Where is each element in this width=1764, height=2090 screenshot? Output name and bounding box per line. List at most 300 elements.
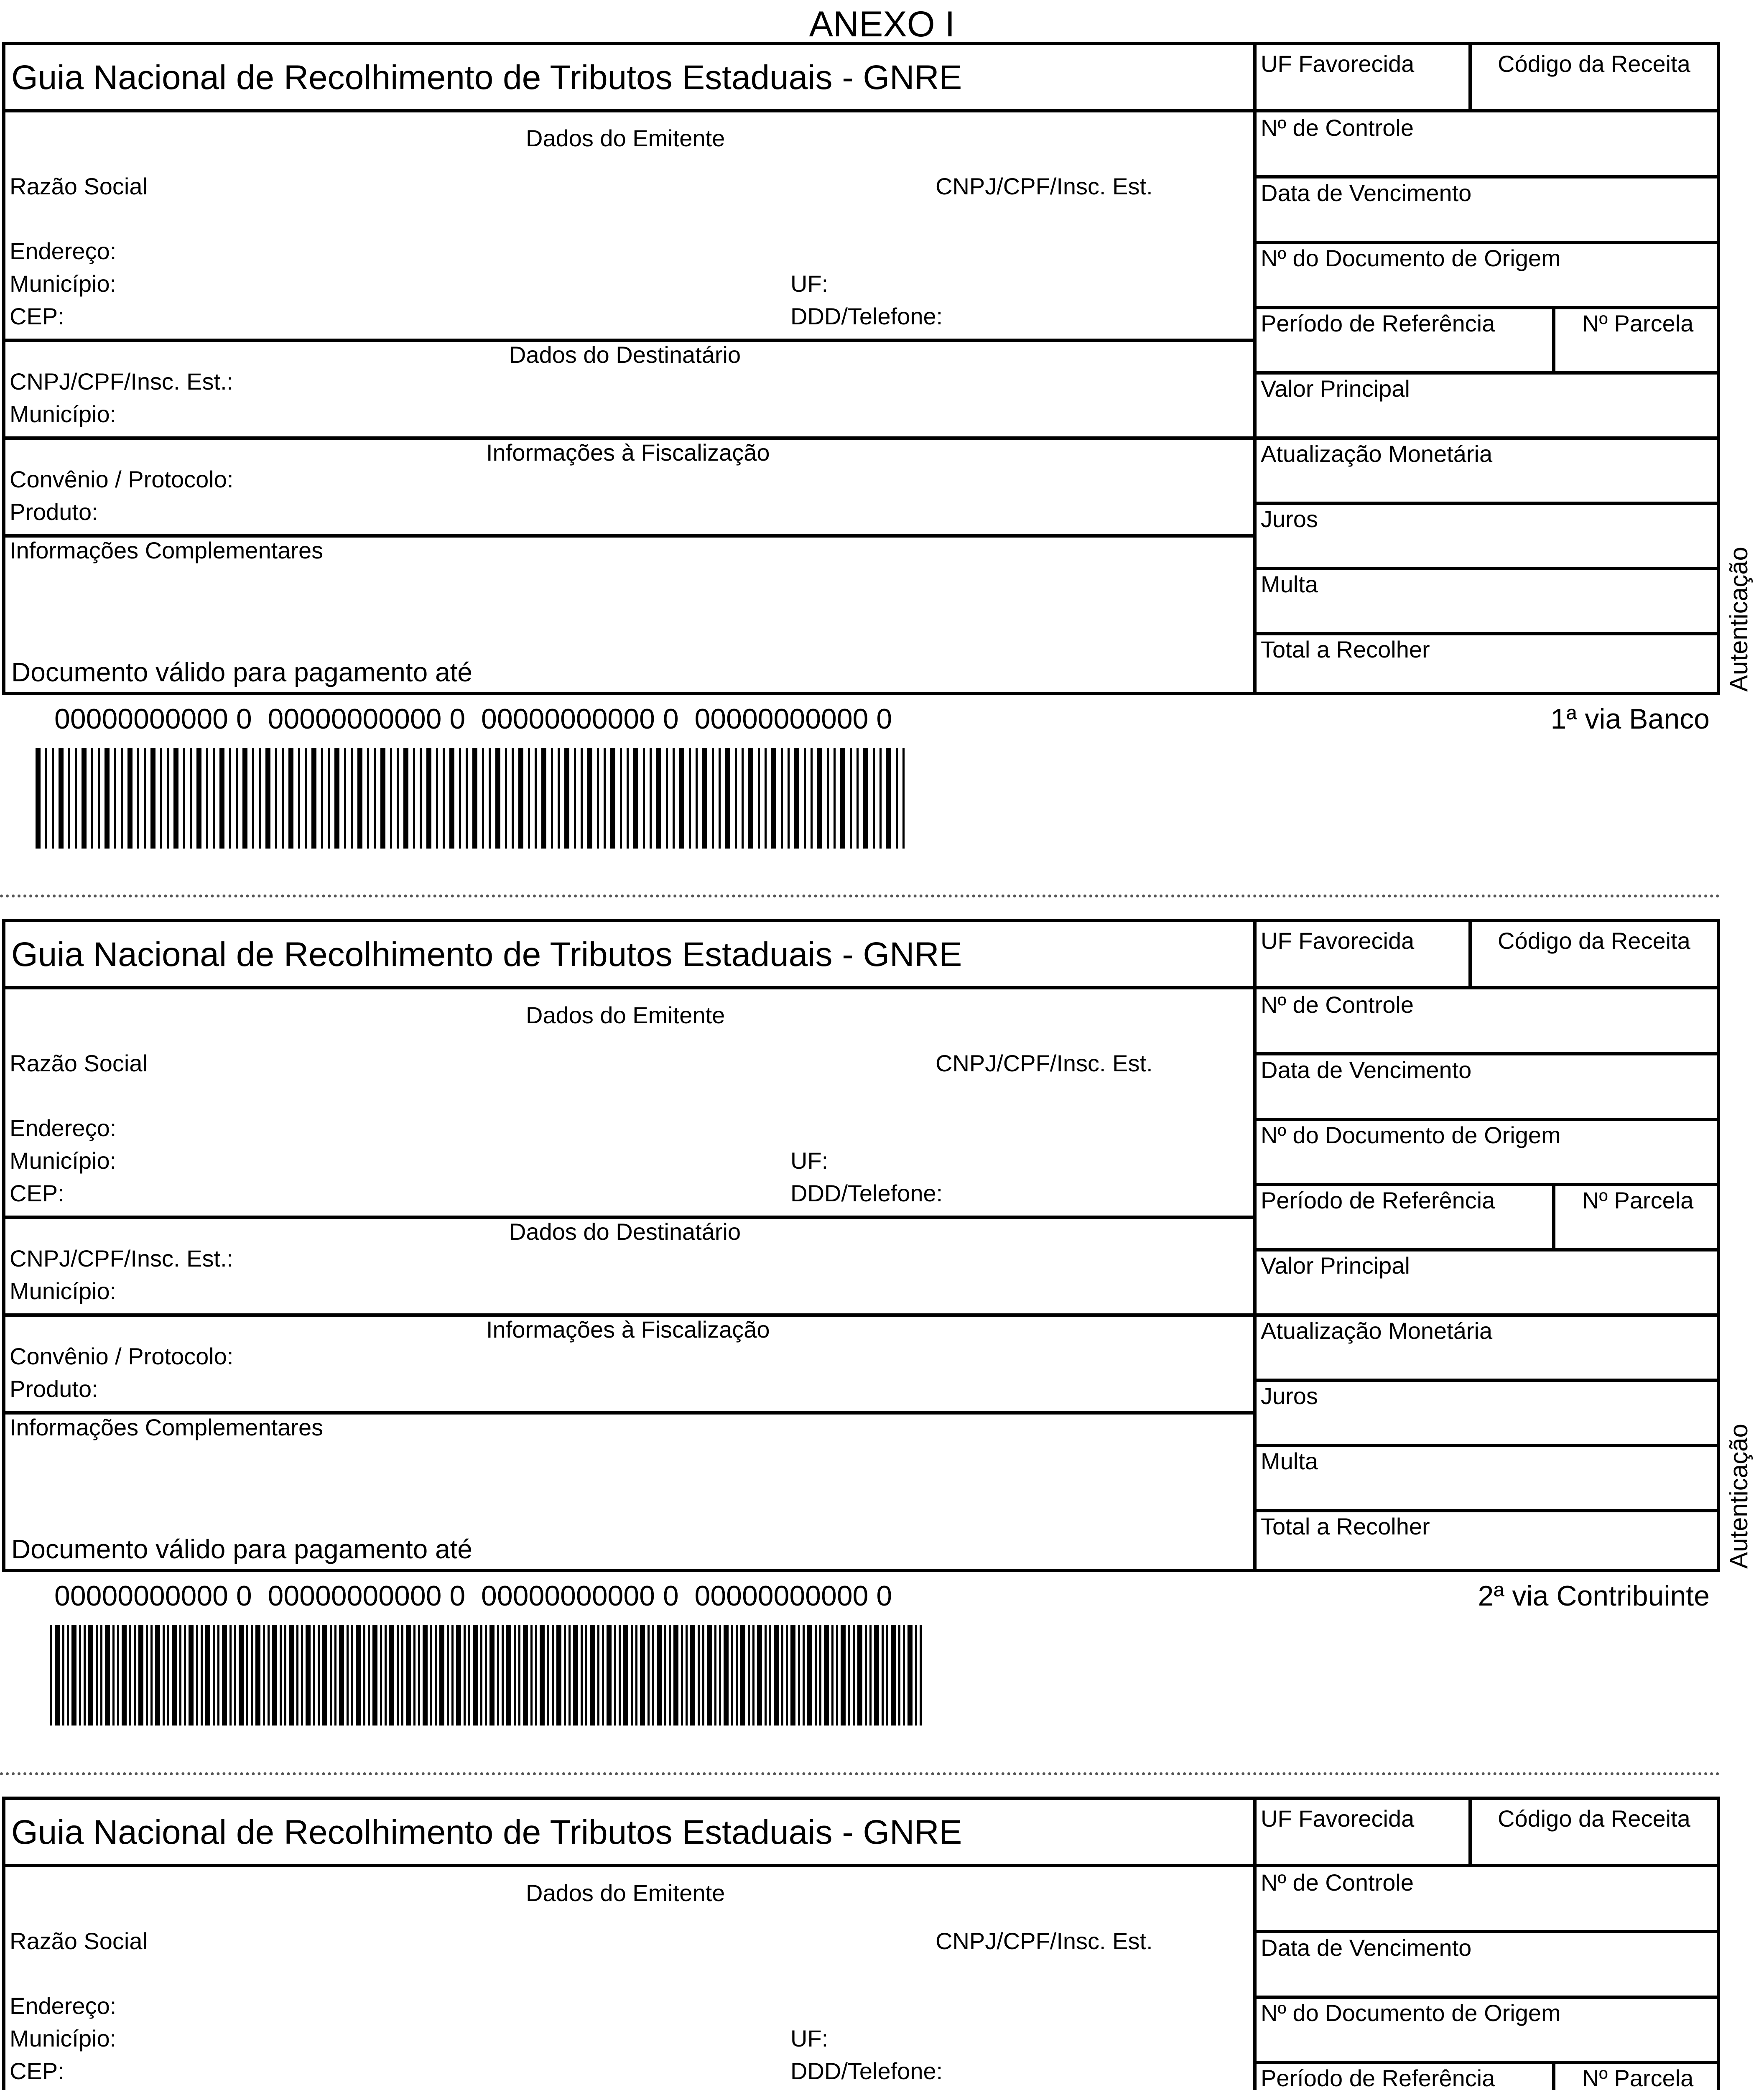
barcode-bar: [757, 1625, 762, 1726]
codigo-receita-label: Código da Receita: [1498, 928, 1690, 954]
barcode-bar: [50, 1625, 52, 1726]
barcode-bar: [841, 1625, 846, 1726]
barcode-bar: [863, 748, 868, 849]
divider: [1255, 632, 1719, 635]
destinatario-cnpj-label: CNPJ/CPF/Insc. Est.:: [10, 368, 234, 395]
barcode: [36, 748, 913, 849]
barcode-bar: [280, 1625, 282, 1726]
barcode-bar: [686, 1625, 688, 1726]
barcode-bar: [79, 1625, 81, 1726]
divider: [1253, 1800, 1257, 2090]
barcode-bar: [725, 748, 730, 849]
barcode-bar: [834, 748, 836, 849]
barcode-bar: [289, 1625, 294, 1726]
destinatario-municipio-label: Município:: [10, 401, 117, 427]
barcode-bar: [731, 1625, 733, 1726]
barcode-bar: [681, 1625, 683, 1726]
barcode-bar: [62, 1625, 64, 1726]
barcode-bar: [896, 748, 898, 849]
barcode-bar: [385, 1625, 387, 1726]
periodo-referencia-label: Período de Referência: [1261, 310, 1495, 336]
barcode-bar: [436, 748, 438, 849]
barcode-bar: [556, 1625, 561, 1726]
barcode-bar: [318, 1625, 320, 1726]
barcode-bar: [137, 748, 139, 849]
barcode-bar: [251, 1625, 253, 1726]
barcode-bar: [466, 748, 468, 849]
via-label: 1ª via Banco: [1550, 703, 1710, 735]
barcode-bar: [45, 748, 47, 849]
barcode-bar: [435, 1625, 437, 1726]
barcode-bar: [239, 1625, 244, 1726]
emitente-cnpj-label: CNPJ/CPF/Insc. Est.: [936, 1928, 1153, 1954]
barcode-bar: [88, 1625, 93, 1726]
barcode-bar: [781, 748, 783, 849]
barcode-bar: [138, 1625, 143, 1726]
barcode-bar: [804, 748, 806, 849]
barcode-bar: [426, 748, 431, 849]
barcode-bar: [173, 748, 178, 849]
data-vencimento-label: Data de Vencimento: [1261, 1935, 1472, 1961]
barcode-bar: [840, 748, 845, 849]
barcode-bar: [702, 1625, 704, 1726]
barcode-bar: [719, 748, 721, 849]
barcode-bar: [105, 1625, 110, 1726]
barcode-bar: [55, 1625, 60, 1726]
barcode-bar: [535, 1625, 537, 1726]
barcode-bar: [418, 1625, 420, 1726]
barcode-bar: [282, 748, 284, 849]
valor-principal-label: Valor Principal: [1261, 375, 1410, 402]
barcode-bar: [229, 1625, 232, 1726]
telefone-label: DDD/Telefone:: [790, 2058, 943, 2084]
barcode-bar: [786, 1625, 788, 1726]
barcode-bar: [472, 748, 477, 849]
barcode-bar: [82, 748, 87, 849]
barcode-bar: [518, 748, 523, 849]
barcode-bar: [374, 748, 376, 849]
barcode-bars: [36, 748, 913, 849]
barcode-bar: [581, 748, 583, 849]
divider: [1468, 922, 1472, 988]
uf-favorecida-label: UF Favorecida: [1261, 51, 1415, 77]
barcode-bar: [610, 748, 615, 849]
form-title: Guia Nacional de Recolhimento de Tributos Estaduais - GNRE: [11, 1813, 962, 1851]
barcode-bar: [497, 1625, 499, 1726]
barcode-bar: [217, 1625, 219, 1726]
barcode-bar: [75, 748, 77, 849]
barcode-bar: [666, 748, 668, 849]
gnre-form-copy-2: [0, 919, 1764, 1797]
barcode-bar: [774, 1625, 779, 1726]
cep-label: CEP:: [10, 1180, 64, 1206]
barcode-bar: [71, 1625, 76, 1726]
barcode-bar: [146, 1625, 148, 1726]
section-emitente: Dados do Emitente: [526, 1880, 725, 1906]
num-parcela-label: Nº Parcela: [1582, 1187, 1694, 1213]
divider: [1255, 567, 1719, 570]
barcode-bar: [229, 748, 231, 849]
barcode-bar: [620, 748, 622, 849]
validade-label: Documento válido para pagamento até: [11, 1534, 472, 1564]
barcode-bar: [184, 1625, 186, 1726]
barcode-bar: [155, 1625, 160, 1726]
barcode-bar: [380, 748, 385, 849]
barcode-bar: [915, 1625, 917, 1726]
barcode-bar: [213, 1625, 215, 1726]
barcode-bar: [339, 1625, 344, 1726]
barcode-bar: [886, 748, 891, 849]
barcode-bar: [397, 748, 399, 849]
uf-favorecida-label: UF Favorecida: [1261, 1805, 1415, 1832]
num-parcela-label: Nº Parcela: [1582, 2065, 1694, 2090]
form-title: Guia Nacional de Recolhimento de Tributos Estaduais - GNRE: [11, 935, 962, 974]
barcode-bar: [389, 1625, 394, 1726]
barcode-digits: 00000000000 0 00000000000 0 00000000000 0 00000000000 0: [54, 1580, 892, 1612]
via-label: 2ª via Contribuinte: [1478, 1580, 1710, 1612]
barcode-bar: [640, 1625, 645, 1726]
barcode-bar: [252, 748, 254, 849]
barcode-bar: [551, 748, 553, 849]
telefone-label: DDD/Telefone:: [790, 303, 943, 329]
barcode-bar: [259, 748, 261, 849]
divider: [5, 109, 1255, 112]
barcode-bar: [664, 1625, 666, 1726]
barcode-bar: [535, 748, 537, 849]
barcode-bar: [190, 748, 192, 849]
total-recolher-label: Total a Recolher: [1261, 636, 1430, 663]
barcode-bar: [882, 1625, 884, 1726]
divider: [1255, 986, 1719, 989]
num-parcela-label: Nº Parcela: [1582, 310, 1694, 336]
barcode-bar: [213, 748, 215, 849]
barcode-bar: [468, 1625, 470, 1726]
barcode-bar: [903, 1625, 905, 1726]
barcode-bar: [619, 1625, 621, 1726]
barcode-bar: [167, 1625, 169, 1726]
barcode-bar: [356, 1625, 361, 1726]
divider: [1255, 1444, 1719, 1447]
barcode-bar: [413, 1625, 416, 1726]
divider: [1468, 1800, 1472, 1866]
barcode-bar: [246, 1625, 248, 1726]
uf-label: UF:: [790, 270, 828, 297]
barcode-bar: [831, 1625, 834, 1726]
barcode-bar: [372, 1625, 377, 1726]
gnre-form: [2, 42, 1720, 695]
barcode-bar: [523, 1625, 528, 1726]
barcode-bar: [824, 1625, 829, 1726]
barcode-bar: [857, 748, 859, 849]
emitente-municipio-label: Município:: [10, 1147, 117, 1174]
barcode-bar: [740, 1625, 745, 1726]
barcode-bar: [489, 1625, 495, 1726]
barcode-bar: [627, 748, 629, 849]
barcode-bar: [815, 1625, 817, 1726]
barcode-bar: [390, 748, 392, 849]
barcode-bar: [328, 748, 330, 849]
barcode-bar: [505, 748, 507, 849]
barcode-bar: [451, 1625, 454, 1726]
barcode-bar: [765, 748, 767, 849]
divider: [5, 1864, 1255, 1867]
barcode-bar: [564, 748, 569, 849]
barcode-bar: [459, 748, 461, 849]
barcode-bar: [298, 748, 300, 849]
barcode-bar: [311, 748, 316, 849]
divider: [1552, 2061, 1555, 2090]
gnre-form-copy-1: [0, 42, 1764, 920]
barcode-bar: [367, 748, 369, 849]
divider: [1255, 502, 1719, 505]
barcode-bar: [873, 748, 875, 849]
barcode-bar: [735, 748, 737, 849]
barcode-bar: [530, 1625, 533, 1726]
barcode-bar: [129, 1625, 131, 1726]
barcode-bar: [807, 1625, 812, 1726]
barcode-bar: [769, 1625, 771, 1726]
barcode-bar: [558, 748, 560, 849]
barcode-bar: [183, 748, 185, 849]
barcode-bar: [819, 1625, 821, 1726]
barcode-bar: [614, 1625, 616, 1726]
divider: [1255, 1052, 1719, 1055]
barcode-bar: [160, 748, 162, 849]
barcode-bar: [696, 748, 698, 849]
validade-label: Documento válido para pagamento até: [11, 657, 472, 687]
barcode-bar: [305, 748, 307, 849]
barcode-bar: [714, 1625, 716, 1726]
divider: [1552, 306, 1555, 373]
cut-line: [0, 895, 1720, 897]
barcode-bar: [114, 748, 116, 849]
barcode-bar: [597, 1625, 599, 1726]
section-fiscalizacao: Informações à Fiscalização: [486, 439, 770, 466]
info-complementares-label: Informações Complementares: [10, 537, 324, 563]
telefone-label: DDD/Telefone:: [790, 1180, 943, 1206]
barcode-bar: [495, 748, 500, 849]
barcode-bar: [850, 748, 852, 849]
barcode-bar: [803, 1625, 805, 1726]
barcode-bar: [902, 748, 905, 849]
num-documento-origem-label: Nº do Documento de Origem: [1261, 245, 1561, 271]
barcode-bar: [263, 1625, 265, 1726]
barcode-bar: [84, 1625, 86, 1726]
barcode-bar: [748, 1625, 750, 1726]
barcode-bar: [357, 748, 362, 849]
data-vencimento-label: Data de Vencimento: [1261, 180, 1472, 206]
barcode-bar: [485, 1625, 487, 1726]
barcode-bar: [879, 748, 882, 849]
barcode-bar: [122, 1625, 127, 1726]
data-vencimento-label: Data de Vencimento: [1261, 1057, 1472, 1083]
barcode-bar: [587, 748, 592, 849]
barcode-bar: [585, 1625, 587, 1726]
divider: [1255, 1248, 1719, 1251]
destinatario-municipio-label: Município:: [10, 1278, 117, 1304]
divider: [1255, 1930, 1719, 1933]
barcode-bar: [219, 748, 224, 849]
barcode-bar: [574, 748, 576, 849]
barcode-bar: [179, 1625, 181, 1726]
emitente-cnpj-label: CNPJ/CPF/Insc. Est.: [936, 1050, 1153, 1076]
endereco-label: Endereço:: [10, 238, 117, 264]
gnre-form-copy-3: [0, 1797, 1764, 2090]
barcode-bar: [886, 1625, 888, 1726]
barcode-bar: [464, 1625, 466, 1726]
divider: [1255, 1509, 1719, 1512]
barcode-bar: [68, 748, 70, 849]
barcode-bar: [480, 1625, 482, 1726]
section-emitente: Dados do Emitente: [526, 125, 725, 151]
barcode-bar: [604, 748, 606, 849]
barcode-bar: [482, 748, 484, 849]
barcode-bar: [669, 1625, 671, 1726]
barcode-bar: [288, 748, 293, 849]
barcode-bar: [602, 1625, 604, 1726]
convenio-label: Convênio / Protocolo:: [10, 466, 234, 492]
barcode-bar: [205, 1625, 210, 1726]
barcode-bar: [284, 1625, 286, 1726]
barcode-bar: [443, 748, 445, 849]
barcode-bar: [707, 1625, 712, 1726]
barcode-bar: [647, 1625, 650, 1726]
barcode-bar: [689, 748, 691, 849]
barcode-bar: [150, 748, 155, 849]
barcode-bar: [564, 1625, 566, 1726]
uf-label: UF:: [790, 2025, 828, 2052]
barcode-bar: [420, 748, 422, 849]
num-documento-origem-label: Nº do Documento de Origem: [1261, 2000, 1561, 2026]
barcode-bar: [633, 748, 638, 849]
barcode-bar: [236, 748, 238, 849]
barcode-bar: [413, 748, 415, 849]
autenticacao-label: Autenticação: [1725, 547, 1753, 692]
barcode-bar: [540, 1625, 545, 1726]
divider: [1255, 1864, 1719, 1867]
section-fiscalizacao: Informações à Fiscalização: [486, 1316, 770, 1343]
divider: [1552, 1183, 1555, 1250]
barcode-bar: [363, 1625, 365, 1726]
juros-label: Juros: [1261, 1383, 1318, 1409]
barcode-bar: [167, 748, 169, 849]
barcode-bar: [91, 748, 93, 849]
cut-line: [0, 1772, 1720, 1775]
barcode-bar: [96, 1625, 98, 1726]
codigo-receita-label: Código da Receita: [1498, 51, 1690, 77]
divider: [1255, 371, 1719, 375]
barcode-bar: [347, 1625, 349, 1726]
total-recolher-label: Total a Recolher: [1261, 1513, 1430, 1539]
barcode-bar: [635, 1625, 637, 1726]
barcode-bar: [222, 1625, 227, 1726]
num-controle-label: Nº de Controle: [1261, 1869, 1414, 1896]
barcode-bar: [752, 1625, 755, 1726]
endereco-label: Endereço:: [10, 1115, 117, 1141]
barcode-bar: [758, 748, 760, 849]
barcode-bar: [702, 748, 707, 849]
barcode-bar: [781, 1625, 783, 1726]
barcode-bar: [255, 1625, 260, 1726]
barcode-bar: [573, 1625, 578, 1726]
barcode-bar: [52, 748, 54, 849]
razao-social-label: Razão Social: [10, 1050, 148, 1076]
barcode-bar: [865, 1625, 867, 1726]
barcode-bar: [581, 1625, 583, 1726]
barcode-bar: [656, 748, 661, 849]
barcode-bar: [401, 1625, 403, 1726]
juros-label: Juros: [1261, 506, 1318, 532]
num-controle-label: Nº de Controle: [1261, 115, 1414, 141]
barcode-bar: [568, 1625, 571, 1726]
info-complementares-label: Informações Complementares: [10, 1414, 324, 1440]
barcode-bar: [512, 748, 514, 849]
barcode-bar: [736, 1625, 738, 1726]
barcode-bar: [473, 1625, 478, 1726]
barcode-bars: [50, 1625, 928, 1726]
barcode-bar: [144, 748, 146, 849]
barcode-bar: [719, 1625, 721, 1726]
codigo-receita-label: Código da Receita: [1498, 1805, 1690, 1832]
divider: [1255, 109, 1719, 112]
barcode-bar: [765, 1625, 767, 1726]
barcode-bar: [134, 1625, 136, 1726]
barcode-bar: [112, 1625, 115, 1726]
barcode-bar: [406, 1625, 411, 1726]
barcode-bar: [724, 1625, 729, 1726]
gnre-form: [2, 1797, 1720, 2090]
form-title: Guia Nacional de Recolhimento de Tributos Estaduais - GNRE: [11, 59, 962, 97]
barcode-bar: [712, 748, 714, 849]
barcode-bar: [313, 1625, 315, 1726]
endereco-label: Endereço:: [10, 1993, 117, 2019]
barcode-bar: [127, 748, 133, 849]
barcode-bar: [597, 748, 599, 849]
barcode-bar: [430, 1625, 432, 1726]
barcode-bar: [673, 1625, 678, 1726]
barcode-bar: [817, 748, 822, 849]
barcode-bar: [334, 1625, 336, 1726]
barcode-bar: [742, 748, 744, 849]
barcode-bar: [306, 1625, 311, 1726]
razao-social-label: Razão Social: [10, 1928, 148, 1954]
uf-favorecida-label: UF Favorecida: [1261, 928, 1415, 954]
barcode-bar: [368, 1625, 370, 1726]
barcode-bar: [234, 1625, 236, 1726]
barcode-bar: [351, 1625, 353, 1726]
barcode-bar: [673, 748, 675, 849]
divider: [5, 986, 1255, 989]
barcode-bar: [150, 1625, 153, 1726]
barcode-bar: [790, 1625, 795, 1726]
barcode-bar: [196, 1625, 198, 1726]
barcode-bar: [652, 1625, 654, 1726]
barcode-bar: [552, 1625, 554, 1726]
barcode-bar: [771, 748, 776, 849]
produto-label: Produto:: [10, 1376, 98, 1402]
barcode-bar: [456, 1625, 461, 1726]
barcode-bar: [397, 1625, 399, 1726]
barcode: [50, 1625, 928, 1726]
divider: [1468, 45, 1472, 111]
section-destinatario: Dados do Destinatário: [509, 1218, 741, 1245]
barcode-bar: [439, 1625, 444, 1726]
barcode-bar: [121, 748, 123, 849]
valor-principal-label: Valor Principal: [1261, 1252, 1410, 1279]
divider: [1255, 436, 1719, 440]
barcode-bar: [518, 1625, 520, 1726]
barcode-bar: [690, 1625, 695, 1726]
